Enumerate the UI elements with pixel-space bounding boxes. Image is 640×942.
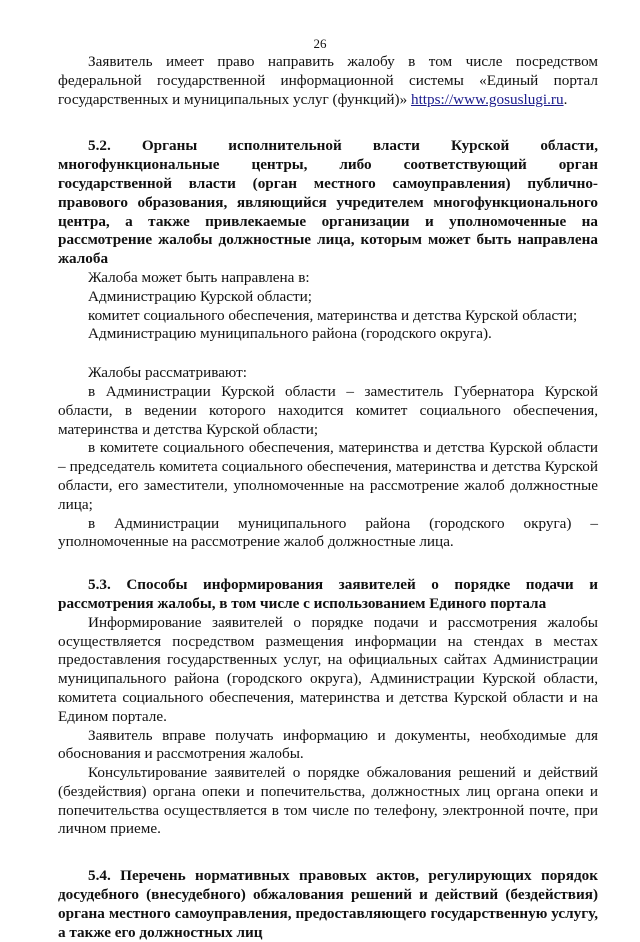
- page-content: [58, 53, 598, 942]
- complaint-address-item: Администрацию Курской области;: [88, 287, 313, 305]
- section-5-3-paragraph: Консультирование заявителей о порядке обжалования решений и действий (бездействия) органа опеки и попечительства, должностных лиц органа опеки и попечительства осуществляется в том числе по телефону, электронной почте, при личном приеме.: [58, 764, 598, 838]
- section-5-3-paragraph: Информирование заявителей о порядке подачи и рассмотрения жалобы осуществляется посредством размещения информации на стендах в местах предоставления государственных услуг, на официальных сайтах Администрации муниципального района (городского округа), Администрации Курской области, комитета социального обеспечения, материнства и детства Курской области и на Едином портале.: [58, 613, 598, 725]
- spacer: [58, 839, 598, 867]
- intro-text: Заявитель имеет право направить жалобу в том числе посредством федеральной государственной информационной системы «Единый портал государственных и муниципальных услуг (функций)»: [58, 53, 598, 108]
- spacer: [58, 344, 598, 364]
- review-title: Жалобы рассматривают:: [88, 364, 247, 382]
- spacer: [58, 552, 598, 576]
- review-item: в Администрации Курской области – заместитель Губернатора Курской области, в ведении которого находится комитет социального обеспечения, материнства и детства Курской области;: [58, 382, 598, 438]
- intro-paragraph: [58, 53, 598, 109]
- review-item: в комитете социального обеспечения, материнства и детства Курской области – председатель комитета социального обеспечения, материнства и детства Курской области, его заместители, уполномоченные на рассмотрение жалоб должностные лица;: [58, 439, 598, 513]
- section-5-4-heading: 5.4. Перечень нормативных правовых актов, регулирующих порядок досудебного (внесудебного) обжалования решений и действий (бездействия) органа местного самоуправления, предоставляющего государственную услугу, а также его должностных лиц: [58, 867, 598, 941]
- review-item: в Администрации муниципального района (городского округа) – уполномоченные на рассмотрение жалоб должностные лица.: [58, 514, 598, 551]
- gosuslugi-link[interactable]: https://www.gosuslugi.ru: [410, 90, 564, 108]
- page-number: 26: [313, 36, 327, 51]
- complaint-address-item: Администрацию муниципального района (городского округа).: [88, 325, 492, 343]
- complaint-address-intro: Жалоба может быть направлена в:: [88, 268, 310, 286]
- section-5-3-heading: 5.3. Способы информирования заявителей о порядке подачи и рассмотрения жалобы, в том числе с использованием Единого портала: [58, 576, 598, 612]
- intro-tail: .: [563, 90, 568, 108]
- section-5-2-heading: 5.2. Органы исполнительной власти Курской области, многофункциональные центры, либо соответствующий орган государственной власти (орган местного самоуправления) публично-правового образования, являющийся учредителем многофункционального центра, а также привлекаемые организации и уполномоченные на рассмотрение жалобы должностные лица, которым может быть направлена жалоба: [58, 137, 598, 268]
- spacer: [58, 109, 598, 137]
- section-5-3-paragraph: Заявитель вправе получать информацию и документы, необходимые для обоснования и рассмотрения жалобы.: [58, 726, 598, 763]
- complaint-address-item: комитет социального обеспечения, материнства и детства Курской области;: [88, 306, 578, 324]
